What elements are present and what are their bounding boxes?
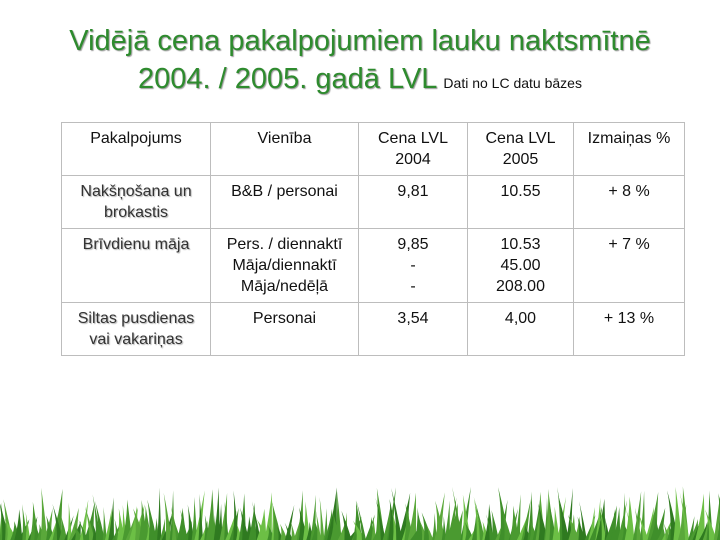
header-service: Pakalpojums xyxy=(62,123,211,176)
price-2004-line: - xyxy=(410,257,416,274)
grass-blade xyxy=(103,507,107,540)
grass-border xyxy=(0,482,720,540)
price-2005-line: 45.00 xyxy=(500,257,541,274)
price-2004-line: 9,81 xyxy=(397,183,429,200)
unit-line: B&B / personai xyxy=(231,183,338,200)
row-change: + 8 % xyxy=(574,176,685,229)
grass-blade xyxy=(320,497,325,540)
price-2005-line: 208.00 xyxy=(496,278,545,295)
unit-line: Pers. / diennaktī xyxy=(226,236,343,253)
row-price-2005 xyxy=(468,229,574,303)
price-2004-line: - xyxy=(410,278,416,295)
title-line-1: Vidējā cena pakalpojumiem lauku naktsmītnē xyxy=(69,25,651,57)
header-price-2005-year: 2005 xyxy=(502,151,539,168)
header-unit: Vienība xyxy=(211,123,359,176)
header-price-2005 xyxy=(468,123,574,176)
header-price-2005-label: Cena LVL xyxy=(485,130,556,147)
price-2005-line: 10.53 xyxy=(500,236,541,253)
source-note: Dati no LC datu bāzes xyxy=(443,75,582,91)
unit-line: Māja/nedēļā xyxy=(240,278,329,295)
row-unit xyxy=(211,229,359,303)
unit-line: Personai xyxy=(252,310,317,327)
row-unit xyxy=(211,176,359,229)
row-price-2004 xyxy=(359,176,468,229)
title-line-2 xyxy=(0,60,720,102)
row-service: Siltas pusdienas vai vakariņas xyxy=(62,303,211,356)
unit-line: Māja/diennaktī xyxy=(232,257,337,274)
row-price-2005 xyxy=(468,303,574,356)
grass-blade xyxy=(157,488,161,540)
row-change: + 7 % xyxy=(574,229,685,303)
row-price-2004 xyxy=(359,229,468,303)
table-row xyxy=(62,176,685,229)
price-2005-line: 4,00 xyxy=(504,310,537,327)
row-service: Brīvdienu māja xyxy=(62,229,211,303)
header-price-2004 xyxy=(359,123,468,176)
table-header-row xyxy=(62,123,685,176)
row-unit xyxy=(211,303,359,356)
row-price-2004 xyxy=(359,303,468,356)
row-change: + 13 % xyxy=(574,303,685,356)
row-service: Nakšņošana un brokastis xyxy=(62,176,211,229)
grass-blades xyxy=(0,486,720,540)
header-price-2004-label: Cena LVL xyxy=(378,130,448,147)
price-2004-line: 9,85 xyxy=(397,236,429,253)
price-2005-line: 10.55 xyxy=(500,183,541,200)
table-row xyxy=(62,229,685,303)
table-row xyxy=(62,303,685,356)
row-price-2005 xyxy=(468,176,574,229)
slide-title xyxy=(0,22,720,102)
title-year-text: 2004. / 2005. gadā LVL xyxy=(138,63,438,95)
header-price-2004-year: 2004 xyxy=(395,151,431,168)
price-2004-line: 3,54 xyxy=(397,310,429,327)
price-table xyxy=(61,122,685,356)
header-change: Izmaiņas % xyxy=(574,123,685,176)
